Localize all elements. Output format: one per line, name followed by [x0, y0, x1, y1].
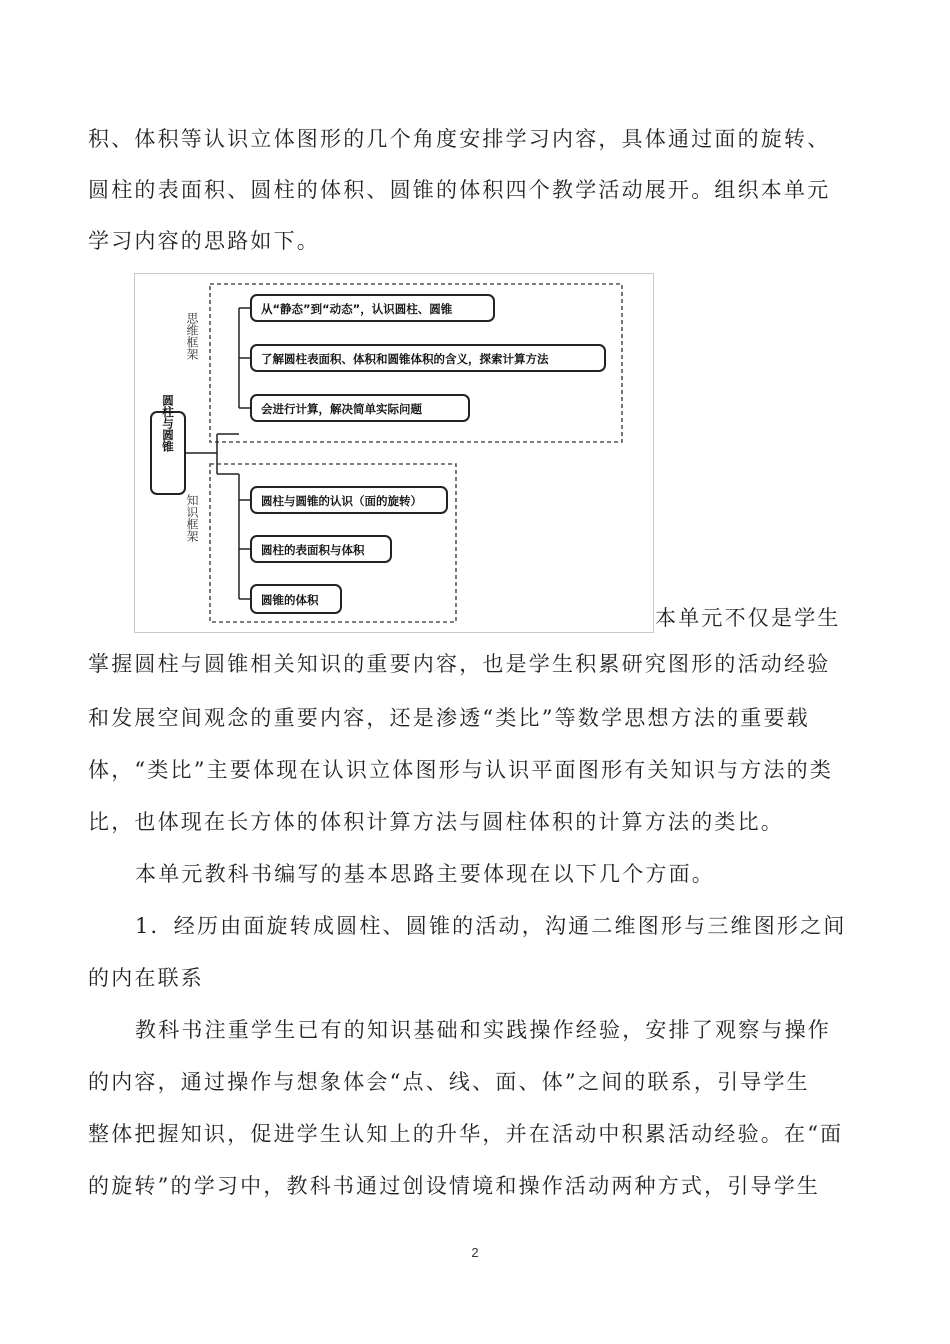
- text-line-11: 教科书注重学生已有的知识基础和实践操作经验，安排了观察与操作: [135, 1018, 831, 1042]
- text-line-4: 掌握圆柱与圆锥相关知识的重要内容，也是学生积累研究图形的活动经验: [88, 652, 831, 676]
- concept-map-figure: [134, 273, 654, 633]
- text-line-1: 积、体积等认识立体图形的几个角度安排学习内容，具体通过面的旋转、: [88, 127, 831, 151]
- text-line-8: 本单元教科书编写的基本思路主要体现在以下几个方面。: [135, 862, 715, 886]
- upper-group-label: 思维框架: [185, 312, 199, 360]
- text-line-5: 和发展空间观念的重要内容，还是渗透“类比”等数学思想方法的重要载: [88, 706, 810, 730]
- inline-text-after-figure: 本单元不仅是学生: [655, 606, 841, 630]
- upper-item-1: 从“静态”到“动态”，认识圆柱、圆锥: [261, 302, 453, 316]
- text-line-14: 的旋转”的学习中，教科书通过创设情境和操作活动两种方式，引导学生: [88, 1174, 821, 1198]
- root-label: 圆柱与圆锥: [161, 394, 175, 452]
- upper-item-3: 会进行计算，解决简单实际问题: [261, 402, 422, 416]
- page-number: 2: [471, 1245, 479, 1260]
- lower-item-3: 圆锥的体积: [261, 593, 319, 607]
- text-line-2: 圆柱的表面积、圆柱的体积、圆锥的体积四个教学活动展开。组织本单元: [88, 178, 831, 202]
- text-line-9: 1．经历由面旋转成圆柱、圆锥的活动，沟通二维图形与三维图形之间: [135, 914, 847, 938]
- text-line-10: 的内在联系: [88, 966, 204, 990]
- text-line-7: 比，也体现在长方体的体积计算方法与圆柱体积的计算方法的类比。: [88, 810, 784, 834]
- lower-group-label: 知识框架: [185, 494, 199, 542]
- text-line-12: 的内容，通过操作与想象体会“点、线、面、体”之间的联系，引导学生: [88, 1070, 810, 1094]
- text-line-6: 体，“类比”主要体现在认识立体图形与认识平面图形有关知识与方法的类: [88, 758, 834, 782]
- upper-item-2: 了解圆柱表面积、体积和圆锥体积的含义，探索计算方法: [261, 352, 549, 366]
- text-line-3: 学习内容的思路如下。: [88, 229, 320, 253]
- lower-item-2: 圆柱的表面积与体积: [261, 543, 365, 557]
- lower-item-1: 圆柱与圆锥的认识（面的旋转）: [261, 494, 422, 508]
- text-line-13: 整体把握知识，促进学生认知上的升华，并在活动中积累活动经验。在“面: [88, 1122, 844, 1146]
